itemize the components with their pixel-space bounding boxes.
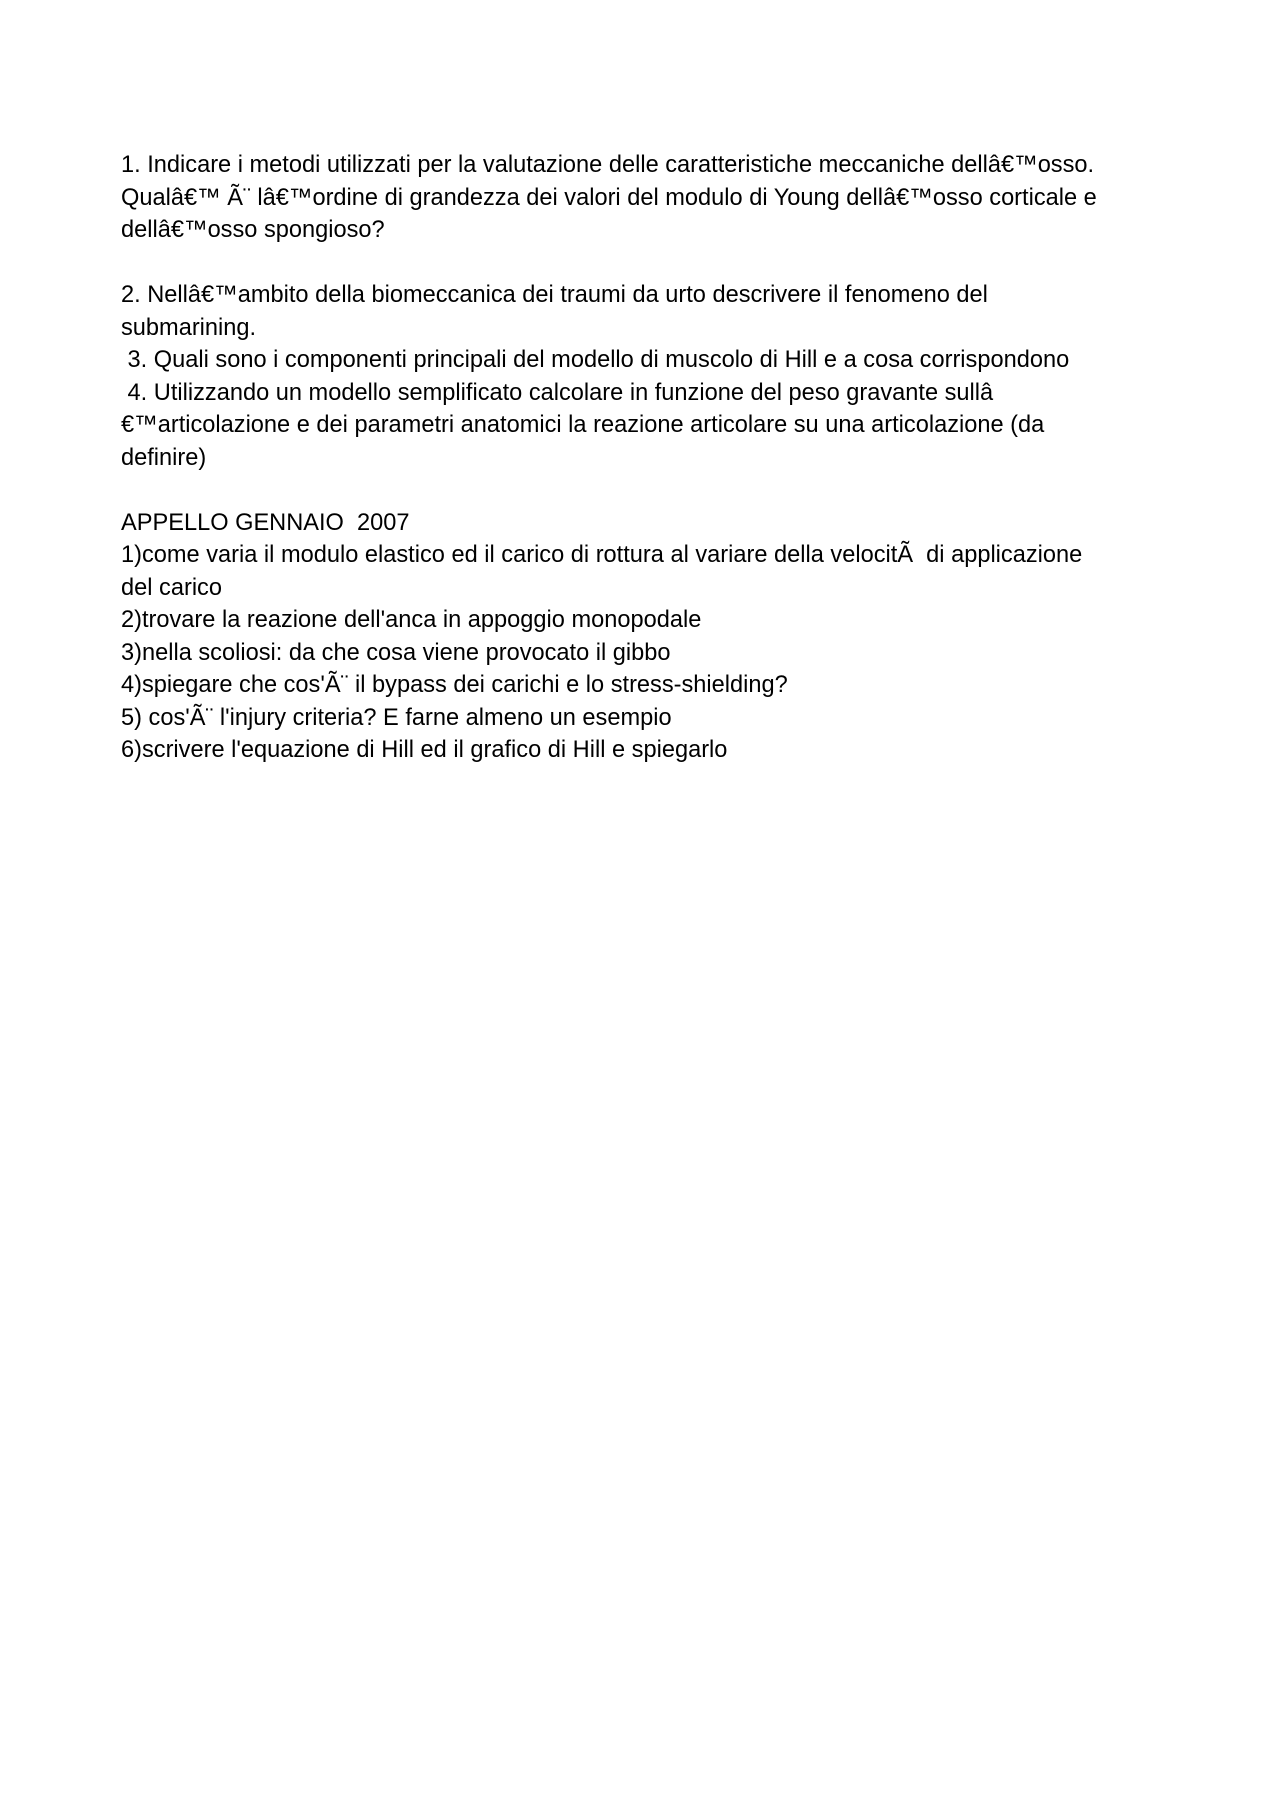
- text-line: 4. Utilizzando un modello semplificato calcolare in funzione del peso gravante sullâ: [121, 379, 994, 406]
- document-body: [121, 149, 1181, 767]
- question-2: [121, 279, 1181, 344]
- text-line: 2. Nellâ€™ambito della biomeccanica dei traumi da urto descrivere il fenomeno del: [121, 282, 988, 308]
- text-line: 4)spiegare che cos'Ã¨ il bypass dei carichi e lo stress-shielding?: [121, 672, 788, 698]
- text-line: dellâ€™osso spongioso?: [121, 217, 385, 243]
- text-line: 3. Quali sono i componenti principali del modello di muscolo di Hill e a cosa corrispondono: [121, 347, 1070, 373]
- question-4: [121, 377, 1181, 475]
- text-line: 3)nella scoliosi: da che cosa viene provocato il gibbo: [121, 639, 671, 666]
- paragraph-gap: [121, 247, 1181, 280]
- text-line: 1)come varia il modulo elastico ed il carico di rottura al variare della velocitÃ di applicazione: [121, 542, 1083, 568]
- text-line: 1. Indicare i metodi utilizzati per la valutazione delle caratteristiche meccaniche dellâ€™osso.: [121, 152, 1095, 178]
- text-line: definire): [121, 444, 207, 471]
- text-line: Qualâ€™ Ã¨ lâ€™ordine di grandezza dei valori del modulo di Young dellâ€™osso corticale e: [121, 184, 1097, 211]
- question-3: [121, 344, 1181, 377]
- paragraph-gap: [121, 474, 1181, 507]
- text-line: 6)scrivere l'equazione di Hill ed il grafico di Hill e spiegarlo: [121, 737, 728, 763]
- text-line: submarining.: [121, 314, 257, 341]
- text-line: €™articolazione e dei parametri anatomici la reazione articolare su una articolazione (da: [121, 412, 1045, 438]
- text-line: 2)trovare la reazione dell'anca in appoggio monopodale: [121, 607, 702, 633]
- text-line: 5) cos'Ã¨ l'injury criteria? E farne almeno un esempio: [121, 704, 672, 731]
- text-line: del carico: [121, 574, 222, 601]
- exam-section: [121, 507, 1181, 767]
- question-1: [121, 149, 1181, 247]
- section-heading: APPELLO GENNAIO 2007: [121, 509, 410, 536]
